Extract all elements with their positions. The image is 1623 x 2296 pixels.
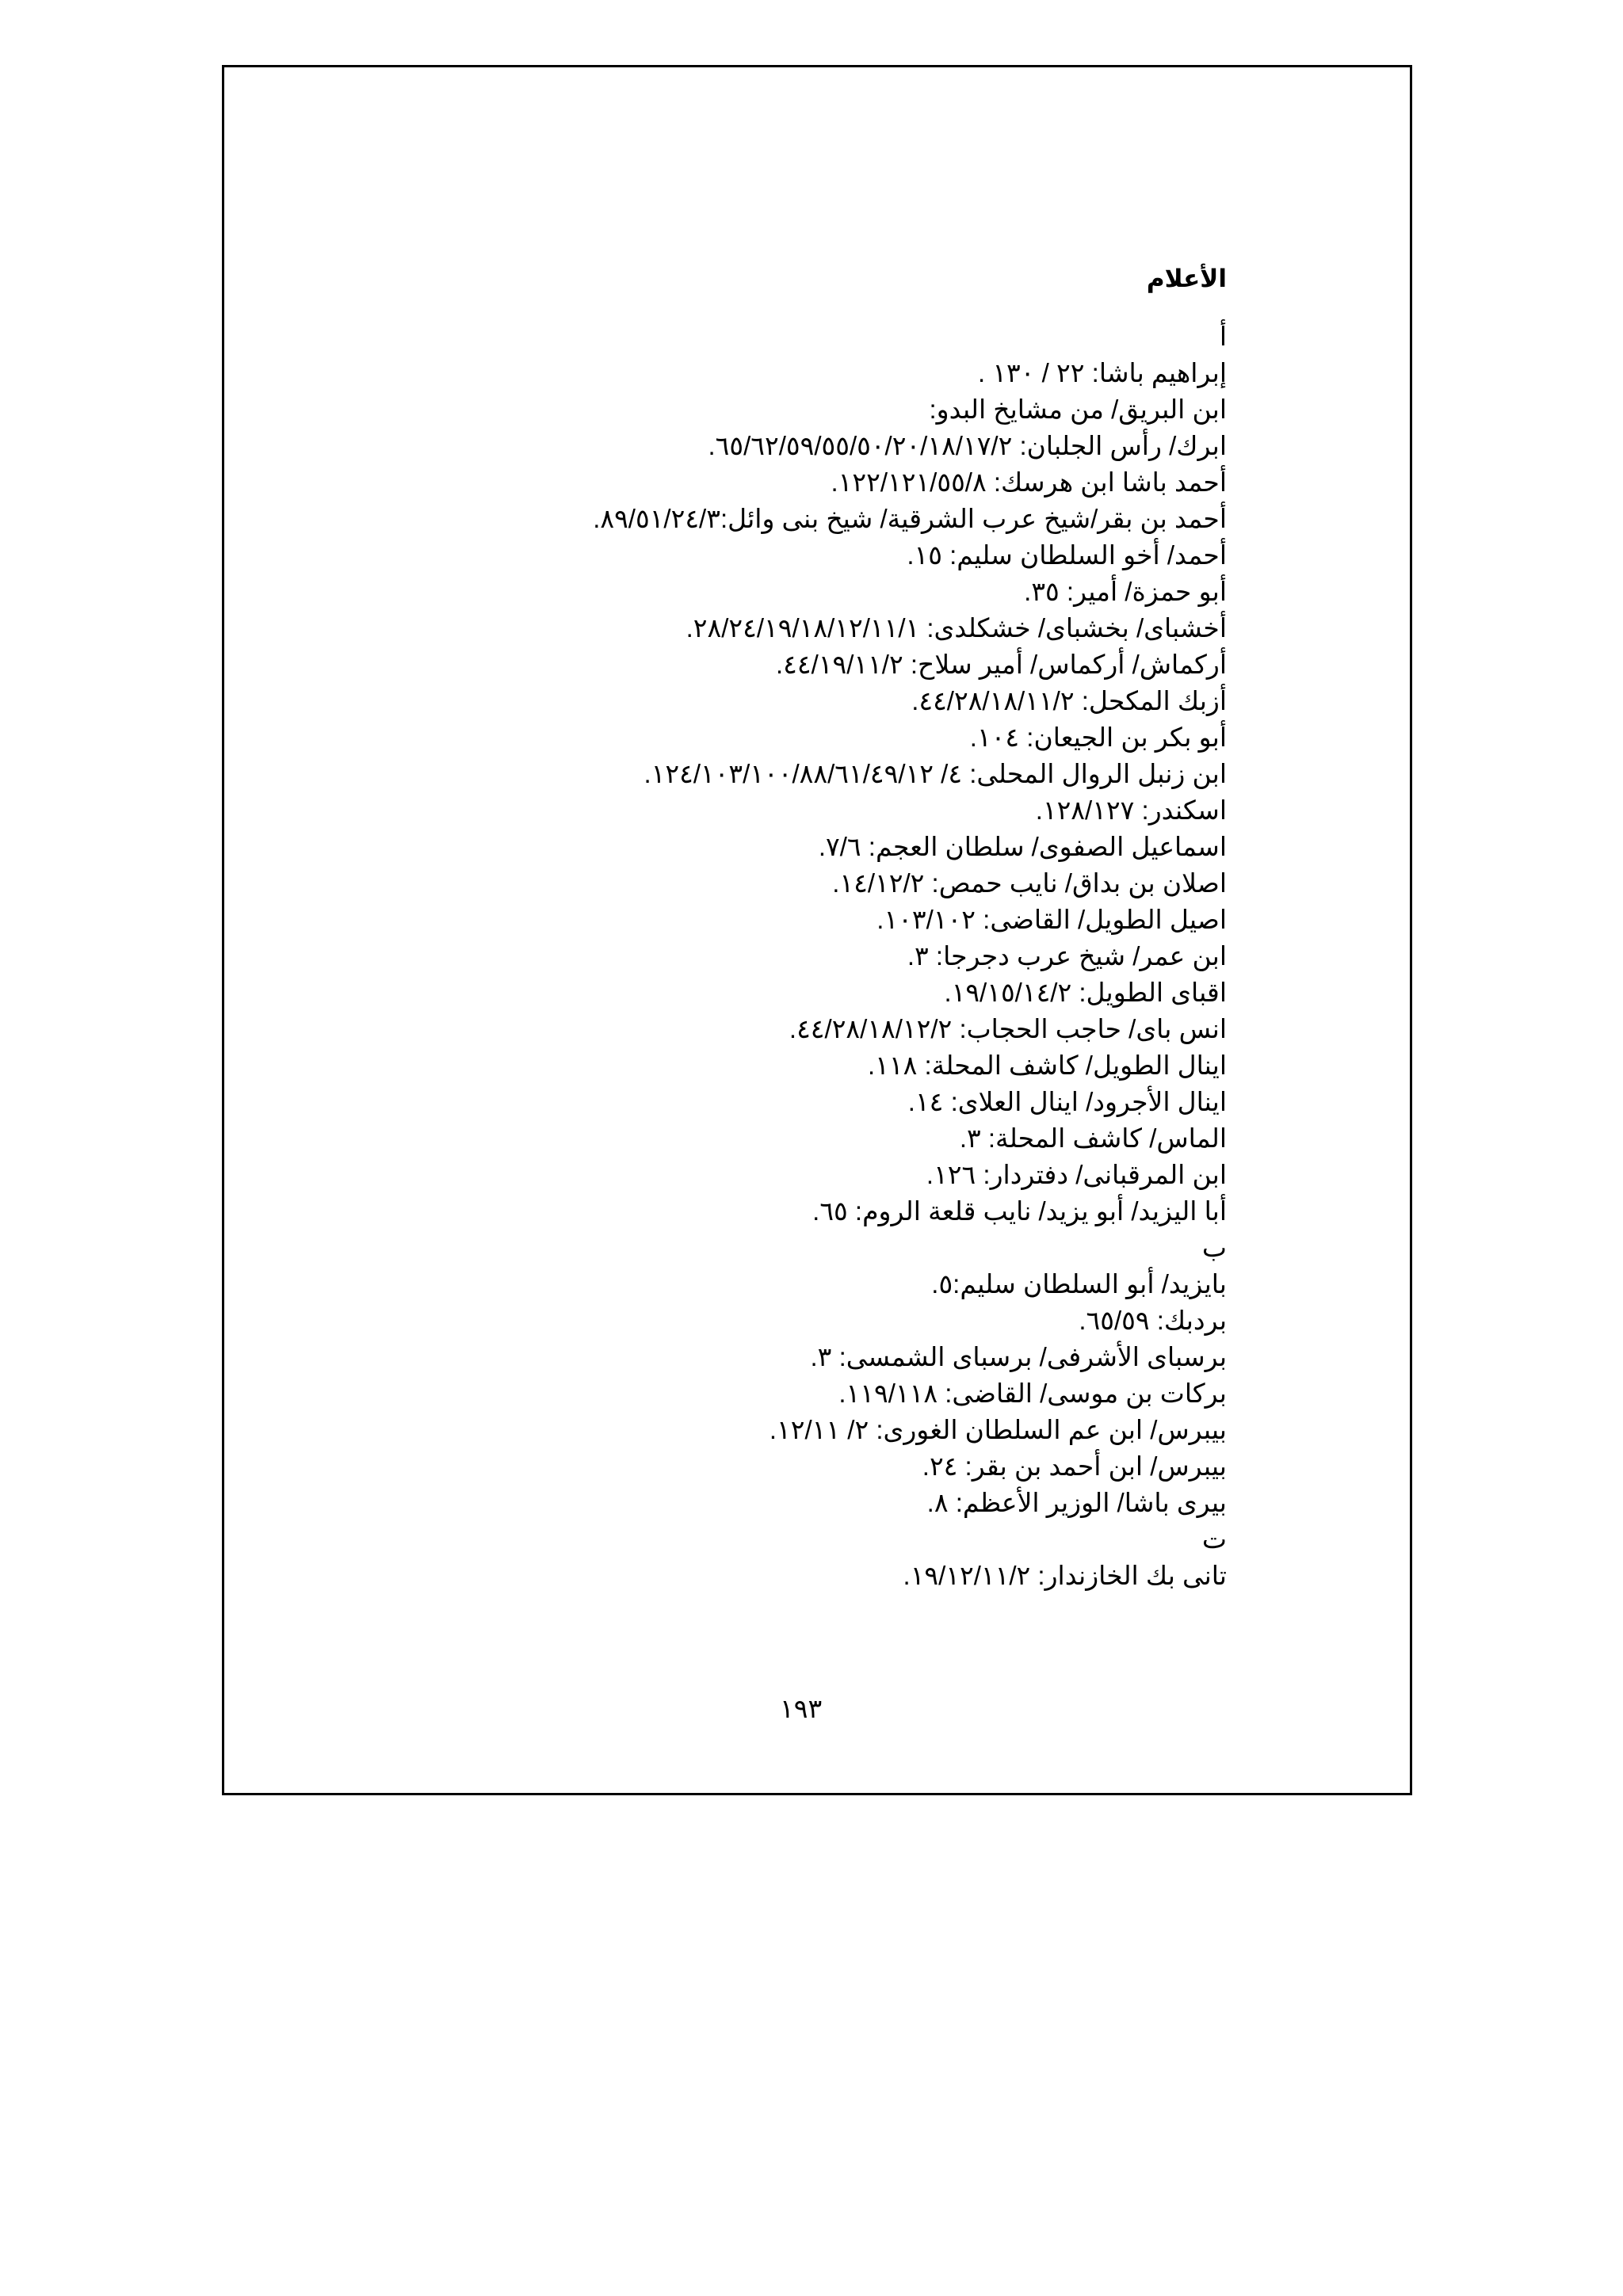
index-entry: ابن البريق/ من مشايخ البدو: xyxy=(929,395,1227,424)
index-entry: ابن عمر/ شيخ عرب دجرجا: ٣. xyxy=(907,941,1227,971)
index-entry: بردبك: ٦٥/٥٩. xyxy=(1079,1306,1227,1335)
index-entry: بركات بن موسى/ القاضى: ١١٩/١١٨. xyxy=(838,1379,1227,1408)
index-entry: بايزيد/ أبو السلطان سليم:٥. xyxy=(931,1269,1227,1299)
index-entry: إبراهيم باشا: ٢٢ / ١٣٠ . xyxy=(977,358,1227,387)
index-content xyxy=(355,254,1227,1594)
index-entry: ابن زنبل الروال المحلى: ٤/ ١٢٤/١٠٣/١٠٠/٨٨/٦١/٤٩/١٢. xyxy=(643,759,1227,788)
index-entry: ابن المرقبانى/ دفتردار: ١٢٦. xyxy=(926,1160,1227,1189)
index-entry: اقباى الطويل: ١٩/١٥/١٤/٢. xyxy=(944,978,1227,1007)
index-entry: برسباى الأشرفى/ برسباى الشمسى: ٣. xyxy=(810,1342,1227,1371)
index-entry: اسكندر: ١٢٨/١٢٧. xyxy=(1035,795,1227,825)
index-entry: أحمد باشا ابن هرسك: ١٢٢/١٢١/٥٥/٨. xyxy=(831,467,1227,497)
index-entry: اصلان بن بداق/ نايب حمص: ١٤/١٢/٢. xyxy=(832,868,1227,898)
index-entry: اصيل الطويل/ القاضى: ١٠٣/١٠٢. xyxy=(876,905,1227,934)
letter-section-heading: ت xyxy=(1201,1524,1227,1554)
index-entry: أبو حمزة/ أمير: ٣٥. xyxy=(1024,577,1227,606)
index-entry: أركماش/ أركماس/ أمير سلاح: ٤٤/١٩/١١/٢. xyxy=(775,650,1227,679)
index-entry: اينال الأجرود/ اينال العلاى: ١٤. xyxy=(907,1087,1227,1116)
index-heading: الأعلام xyxy=(1146,265,1227,292)
index-entries xyxy=(355,318,1227,1594)
index-entry: أبا اليزيد/ أبو يزيد/ نايب قلعة الروم: ٦٥. xyxy=(812,1196,1227,1226)
index-entry: أخشباى/ بخشباى/ خشكلدى: ٢٨/٢٤/١٩/١٨/١٢/١١/١. xyxy=(685,613,1227,643)
index-entry: الماس/ كاشف المحلة: ٣. xyxy=(959,1123,1227,1153)
letter-section-heading: ب xyxy=(1201,1233,1227,1262)
index-entry: اسماعيل الصفوى/ سلطان العجم: ٧/٦. xyxy=(818,832,1227,861)
letter-section-heading: أ xyxy=(1219,322,1227,351)
index-entry: بيرى باشا/ الوزير الأعظم: ٨. xyxy=(926,1488,1227,1517)
index-entry: أبو بكر بن الجيعان: ١٠٤. xyxy=(969,723,1227,752)
index-entry: بيبرس/ ابن أحمد بن بقر: ٢٤. xyxy=(922,1451,1227,1481)
index-entry: بيبرس/ ابن عم السلطان الغورى: ٢/ ١٢/١١. xyxy=(769,1415,1227,1444)
index-entry: أحمد بن بقر/شيخ عرب الشرقية/ شيخ بنى وائل:٨٩/٥١/٢٤/٣. xyxy=(593,504,1227,533)
page-number: ١٩٣ xyxy=(780,1694,823,1723)
index-entry: اينال الطويل/ كاشف المحلة: ١١٨. xyxy=(867,1051,1227,1080)
index-entry: انس باى/ حاجب الحجاب: ٤٤/٢٨/١٨/١٢/٢. xyxy=(789,1014,1227,1043)
index-entry: تانى بك الخازندار: ١٩/١٢/١١/٢. xyxy=(903,1561,1227,1590)
index-entry: أزبك المكحل: ٤٤/٢٨/١٨/١١/٢. xyxy=(911,686,1227,715)
index-entry: ابرك/ رأس الجلبان: ٦٥/٦٢/٥٩/٥٥/٥٠/٢٠/١٨/١٧/٢. xyxy=(708,431,1227,460)
index-entry: أحمد/ أخو السلطان سليم: ١٥. xyxy=(907,540,1227,570)
